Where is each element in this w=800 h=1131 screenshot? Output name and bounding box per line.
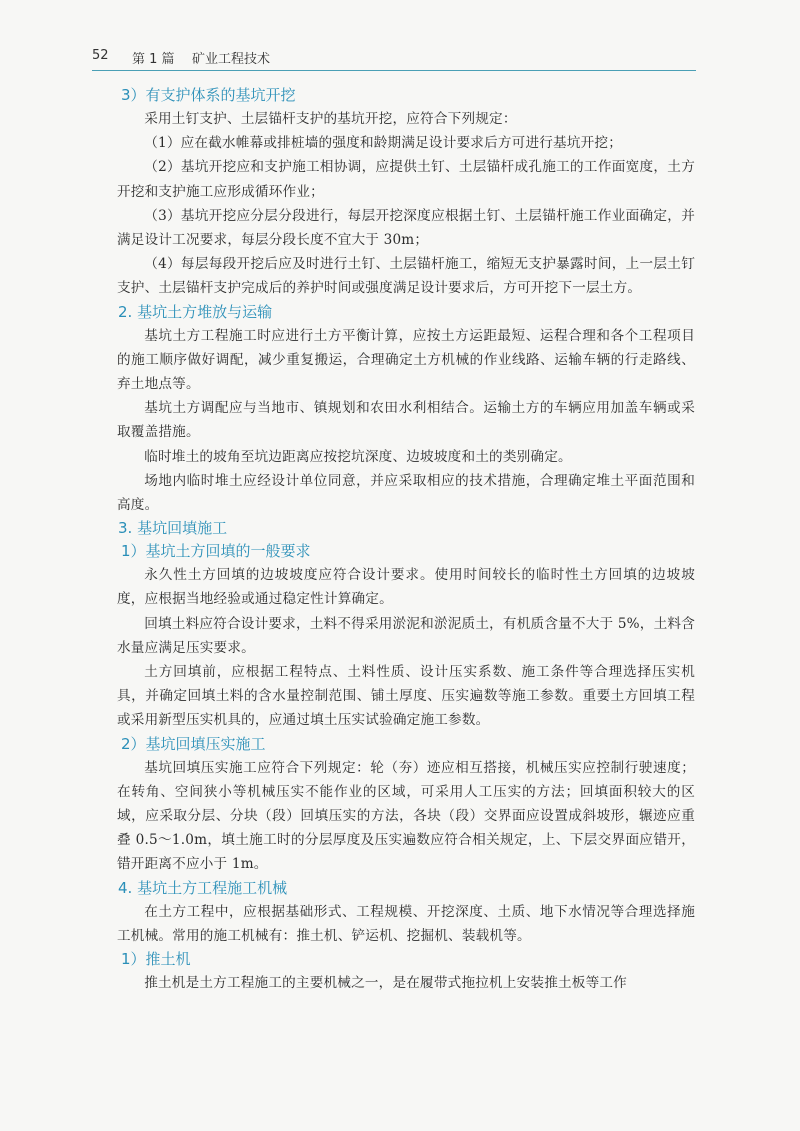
section-heading: 4. 基坑土方工程施工机械 [118, 878, 288, 897]
paragraph: 土方回填前，应根据工程特点、土料性质、设计压实系数、施工条件等合理选择压实机具，并确定回填土料的含水量控制范围、铺土厚度、压实遍数等施工参数。重要土方回填工程或采用新型压实机具的，应通过填土压实试验确定施工参数。 [117, 664, 695, 729]
paragraph: （1）应在截水帷幕或排桩墙的强度和龄期满足设计要求后方可进行基坑开挖； [144, 135, 623, 152]
paragraph: （3）基坑开挖应分层分段进行，每层开挖深度应根据土钉、土层锚杆施工作业面确定，并满足设计工况要求，每层分段长度不宜大于 30m； [117, 207, 695, 249]
subsection-heading: 3）有支护体系的基坑开挖 [121, 86, 296, 104]
section-heading: 3. 基坑回填施工 [118, 519, 228, 538]
paragraph: （2）基坑开挖应和支护施工相协调，应提供土钉、土层锚杆成孔施工的工作面宽度，土方开挖和支护施工应形成循环作业； [117, 159, 695, 200]
paragraph: 推土机是土方工程施工的主要机械之一，是在履带式拖拉机上安装推土板等工作 [144, 975, 627, 992]
subsection-heading: 2）基坑回填压实施工 [121, 734, 266, 753]
running-header [92, 44, 696, 71]
part-title: 矿业工程技术 [192, 52, 271, 67]
paragraph: 永久性土方回填的边坡坡度应符合设计要求。使用时间较长的临时性土方回填的边坡坡度，应根据当地经验或通过稳定性计算确定。 [117, 567, 695, 608]
paragraph: 临时堆土的坡角至坑边距离应按挖坑深度、边坡坡度和土的类别确定。 [144, 448, 572, 465]
paragraph: 采用土钉支护、土层锚杆支护的基坑开挖，应符合下列规定： [144, 111, 517, 127]
section-heading: 2. 基坑土方堆放与运输 [118, 302, 273, 321]
paragraph: 基坑土方工程施工时应进行土方平衡计算，应按土方运距最短、运程合理和各个工程项目的施工顺序做好调配，减少重复搬运，合理确定土方机械的作业线路、运输车辆的行走路线、弃土地点等。 [117, 327, 695, 393]
paragraph: 场地内临时堆土应经设计单位同意，并应采取相应的技术措施，合理确定堆土平面范围和高度。 [117, 472, 695, 514]
paragraph: 基坑土方调配应与当地市、镇规划和农田水利相结合。运输土方的车辆应用加盖车辆或采取覆盖措施。 [117, 400, 695, 441]
page-number: 52 [92, 48, 109, 63]
page-body [117, 84, 695, 997]
paragraph: 回填土料应符合设计要求，土料不得采用淤泥和淤泥质土，有机质含量不大于 5%，土料含水量应满足压实要求。 [117, 615, 695, 656]
paragraph: 在土方工程中，应根据基础形式、工程规模、开挖深度、土质、地下水情况等合理选择施工机械。常用的施工机械有：推土机、铲运机、挖掘机、装载机等。 [117, 903, 695, 944]
paragraph: （4）每层每段开挖后应及时进行土钉、土层锚杆施工，缩短无支护暴露时间，上一层土钉支护、土层锚杆支护完成后的养护时间或强度满足设计要求后，方可开挖下一层土方。 [117, 256, 695, 297]
subsection-heading: 1）基坑土方回填的一般要求 [121, 542, 311, 561]
part-label: 第 1 篇 [132, 52, 175, 67]
subsection-heading: 1）推土机 [121, 950, 191, 969]
paragraph: 基坑回填压实施工应符合下列规定：轮（夯）迹应相互搭接，机械压实应控制行驶速度；在转角、空间狭小等机械压实不能作业的区域，可采用人工压实的方法；回填面积较大的区域，应采取分层、分块（段）回填压实的方法，各块（段）交界面应设置成斜坡形，辗迹应重叠 0.5～1.0m，填土施工时的分层厚度及压实遍数应符合相关规定，上、下层交界面应错开，错开距离不应小于 1m。 [117, 759, 695, 873]
spacer [117, 995, 695, 997]
